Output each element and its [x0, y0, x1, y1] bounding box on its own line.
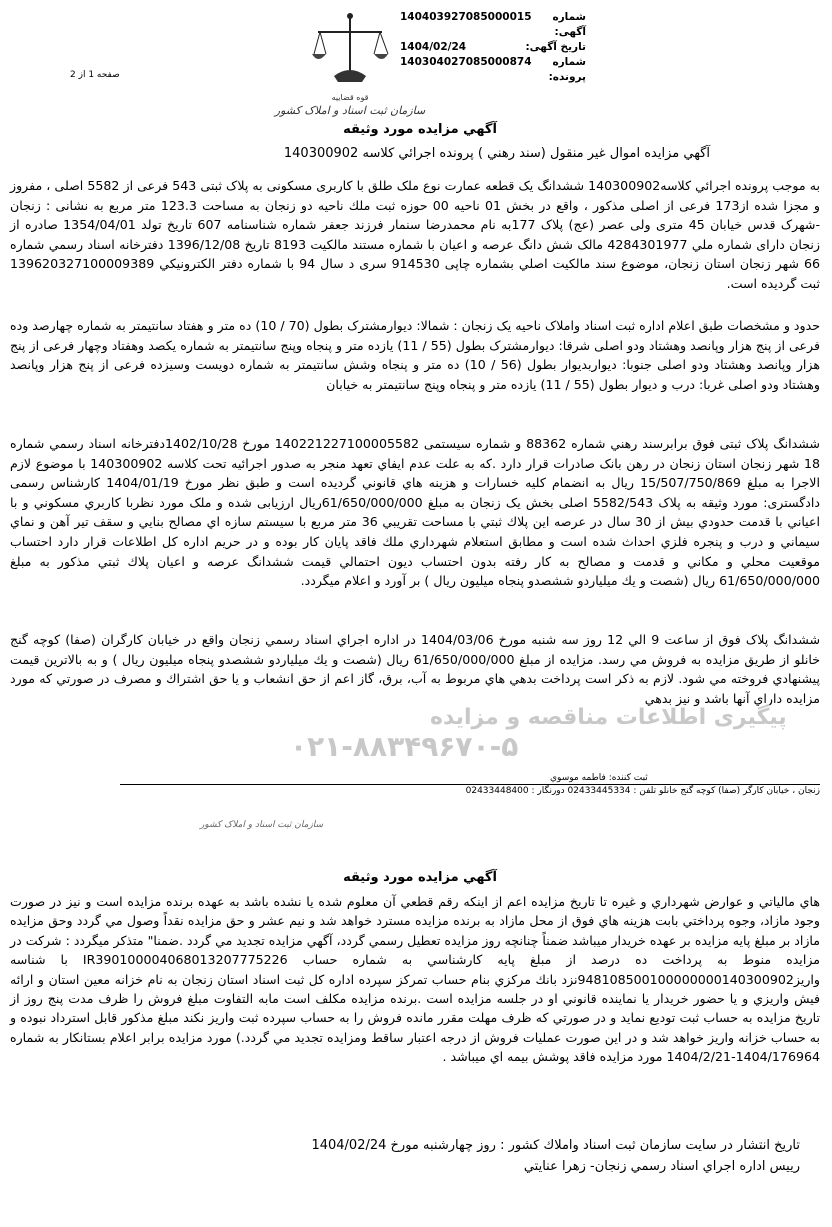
contact-line: زنجان ، خیابان کارگر (صفا) کوچه گنج خانلو تلفن : 02433445334 دورنگار : 02433448400: [465, 786, 820, 796]
registrar-name: فاطمه موسوي: [550, 773, 606, 783]
mortgage-paragraph: ششدانگ پلاک ثبتی فوق برابرسند رهني شماره 88362 و شماره سیستمی 140221227100005582 مورخ 1402/10/28دفترخانه اسناد رسمي شماره 18 شهر زنجان استان زنجان در رهن بانک صادرات قرار دارد .که به علت عدم ايفاي تعهد منجر به صدور اجرائيه تحت كلاسه 140300902 با موضوع لازم الاجرا به مبلغ 15/507/750/869 ريال به انضمام كليه خسارات و هزينه هاي قانوني گرديده است و طبق نظر مورخ 1404/01/19 کارشناس رسمی دادگستری: مورد وثیقه به پلاک 5582/543 اصلی بخش یک زنجان به مبلغ 61/650/000/000ریال ارزیابی شده و ملک مورد نظربا كاربري مسكوني و با اعياني با قدمت حدودي بيش از 30 سال در عرصه اين پلاك ثبتي با مساحت تقريبي 36 متر مربع با سيستم سازه اي مصالح بنايي و سقف تير آهن و نماي سيماني و درب و پنجره فلزي احداث شده است و مطابق استعلام شهرداري ملك فاقد پايان كار بوده و در حريم اداره كل اطلاعات قرار دارد احتساب موقعيت محلي و مكاني و قدمت و مصالح به كار رفته بدون احتساب ديون احتمالي قيمت ششدانگ عرصه و اعيان پلاك ثبتي مذكور به مبلغ 61/650/000/000 ريال (شصت و يك ميلياردو ششصدو پنجاه ميليون ريال ) بر آورد و اعلام ميگردد.: [10, 436, 820, 589]
meta-value: 1404/02/24: [400, 41, 467, 53]
divider: [120, 784, 820, 785]
meta-row-case-number: [400, 55, 586, 85]
watermark-phone: ۰۲۱-۸۸۳۴۹۶۷۰-۵: [290, 730, 519, 763]
notice-meta: [400, 10, 586, 85]
meta-value: 140403927085000015: [400, 11, 532, 23]
page-number: صفحه 1 از 2: [70, 70, 120, 80]
conditions-paragraph: هاي مالياتي و عوارض شهرداري و غيره تا تاريخ مزايده اعم از اينكه رقم قطعي آن معلوم شده يا نشده باشد به عهده برنده مزايده است و نيز در صورت وجود مازاد، وجوه پرداختي بابت هزينه هاي فوق از محل مازاد به برنده مزايده مسترد خواهد شد و نيم عشر و حق مزايده نقداً وصول مي گردد وحق مزايده مازاد بر مبلغ پايه مزايده بر عهده خريدار ميباشد ضمناً چنانچه روز مزايده تعطيل رسمي گردد، آگهي مزايده تجديد مي گردد .ضمنا" متذكر ميگردد : شركت در مزايده منوط به پرداخت ده درصد از مبلغ پايه كارشناسي به شماره حساب IR390100004068013207775226 با شناسه واريز948108500100000000140300902نزد بانك مركزي بنام حساب تمركز سپرده اداره كل ثبت اسناد استان زنجان به نام خزانه معين استان و ارائه فيش واريزي و يا حضور خريدار يا نماينده قانوني او در جلسه مزايده است .برنده مزايده مكلف است مابه التفاوت مبلغ فروش را ظرف مدت پنج روز از تاريخ مزايده به حساب ثبت توديع نمايد و در صورتي كه ظرف مهلت مقرر مانده فروش را به حساب سپرده ثبت واريز نكند مبلغ مذكور قابل استرداد نبوده و به حساب خزانه واريز خواهد شد و در اين صورت عمليات فروش از درجه اعتبار ساقط ومزايده تجديد مي گردد.) مورد مزايده برابر اعلام بستانكار به شماره 1404/176964-1404/2/21 مورد مزايده فاقد پوشش بيمه اي ميباشد .: [10, 894, 821, 1065]
meta-value: 140304027085000874: [400, 56, 532, 68]
org-top-label: قوه قضاییه: [331, 93, 369, 102]
notice-title-continued: آگهي مزايده مورد وثيقه: [343, 870, 497, 885]
org-name: سازمان ثبت اسناد و املاک کشور: [274, 104, 426, 117]
meta-row-notice-date: [400, 40, 586, 55]
auction-paragraph: ششدانگ پلاک فوق از ساعت 9 الي 12 روز سه شنبه مورخ 1404/03/06 در اداره اجراي اسناد رسمي زنجان واقع در خیابان کارگران (صفا) کوچه گنج خانلو از طریق مزايده به فروش مي رسد. مزايده از مبلغ 61/650/000/000 ريال (شصت و يك ميلياردو ششصدو پنجاه ميليون ريال ) و به بالاترين قيمت پيشنهادي فروخته مي شود. لازم به ذكر است پرداخت بدهي هاي مربوط به آب، برق، گاز اعم از حق انشعاب و يا حق اشتراك و مصرف در صورتي كه مورد مزايده داراي آنها باشد و نيز بدهي: [10, 632, 821, 706]
publication-date-line: تاريخ انتشار در سايت سازمان ثبت اسناد واملاك كشور : روز چهارشنبه مورخ 1404/02/24: [311, 1138, 800, 1153]
org-name-watermark: سازمان ثبت اسناد و املاک کشور: [200, 820, 324, 830]
registrar-signature: [550, 773, 648, 783]
meta-label: شماره آگهی:: [552, 11, 586, 38]
judiciary-emblem-icon: [290, 6, 410, 106]
office-head-line: رييس اداره اجراي اسناد رسمي زنجان- زهرا عنايتي: [523, 1159, 800, 1174]
registrar-label: ثبت كننده:: [608, 773, 648, 783]
watermark-text: پیگیری اطلاعات مناقصه و مزایده: [430, 705, 787, 730]
meta-row-notice-number: [400, 10, 586, 40]
meta-label: شماره پرونده:: [548, 56, 586, 83]
notice-subtitle: آگهي مزايده اموال غير منقول (سند رهني ) پرونده اجرائي كلاسه 140300902: [283, 146, 710, 161]
meta-label: تاریخ آگهی:: [525, 41, 586, 53]
property-paragraph: به موجب پرونده اجرائي كلاسه140300902 ششدانگ یک قطعه عمارت نوع ملک طلق با کاربری مسکونی به پلاک ثبتی 543 فرعی از 5582 اصلی ، مفروز و مجزا شده از173 فرعی از اصلی مذکور ، واقع در بخش 01 ناحیه 00 حوزه ثبت ملك ناحیه دو زنجان به مساحت 123.3 متر مربع به نشانی : زنجان -شهرک قدس خیابان 45 متری ولی عصر (عج) پلاک 177به نام محمدرضا سنمار فرزند جعفر شماره شناسنامه 607 تاریخ تولد 1354/04/01 صادره از زنجان دارای شماره ملي 4284301977 مالک شش دانگ عرصه و اعیان با شماره مستند مالکیت 8193 تاریخ 1396/12/08 دفترخانه اسناد رسمي شماره 66 شهر زنجان استان زنجان، موضوع سند مالكيت اصلي بشماره چاپی 914530 سری د سال 94 با شماره دفتر الكترونيكي 139620327100009389 ثبت گرديده است.: [10, 178, 821, 291]
boundaries-paragraph: حدود و مشخصات طبق اعلام اداره ثبت اسناد واملاک ناحیه یک زنجان : شمالا: دیوارمشترک بطول (70 / 10) ده متر و هفتاد سانتیمتر به شماره چهارصد وده فرعی از پنج هزار وپانصد وهشتاد ودو اصلی شرقا: دیوارمشترک بطول (55 / 11) یازده متر و پنجاه وپنج سانتیمتر به شماره یکصد وهفتاد وچهار فرعی از پنج هزار وپانصد وهشتاد ودو اصلی جنوبا: دیواربدیوار بطول (56 / 10) ده متر و پنجاه وشش سانتیمتر به شماره دویست وسیزده فرعی از پنج هزار وپانصد وهشتاد ودو اصلی غربا: درب و دیوار بطول (55 / 11) یازده متر و پنجاه وپنج سانتیمتر به خیابان: [10, 318, 821, 392]
notice-title: آگهي مزايده مورد وثيقه: [343, 122, 497, 137]
